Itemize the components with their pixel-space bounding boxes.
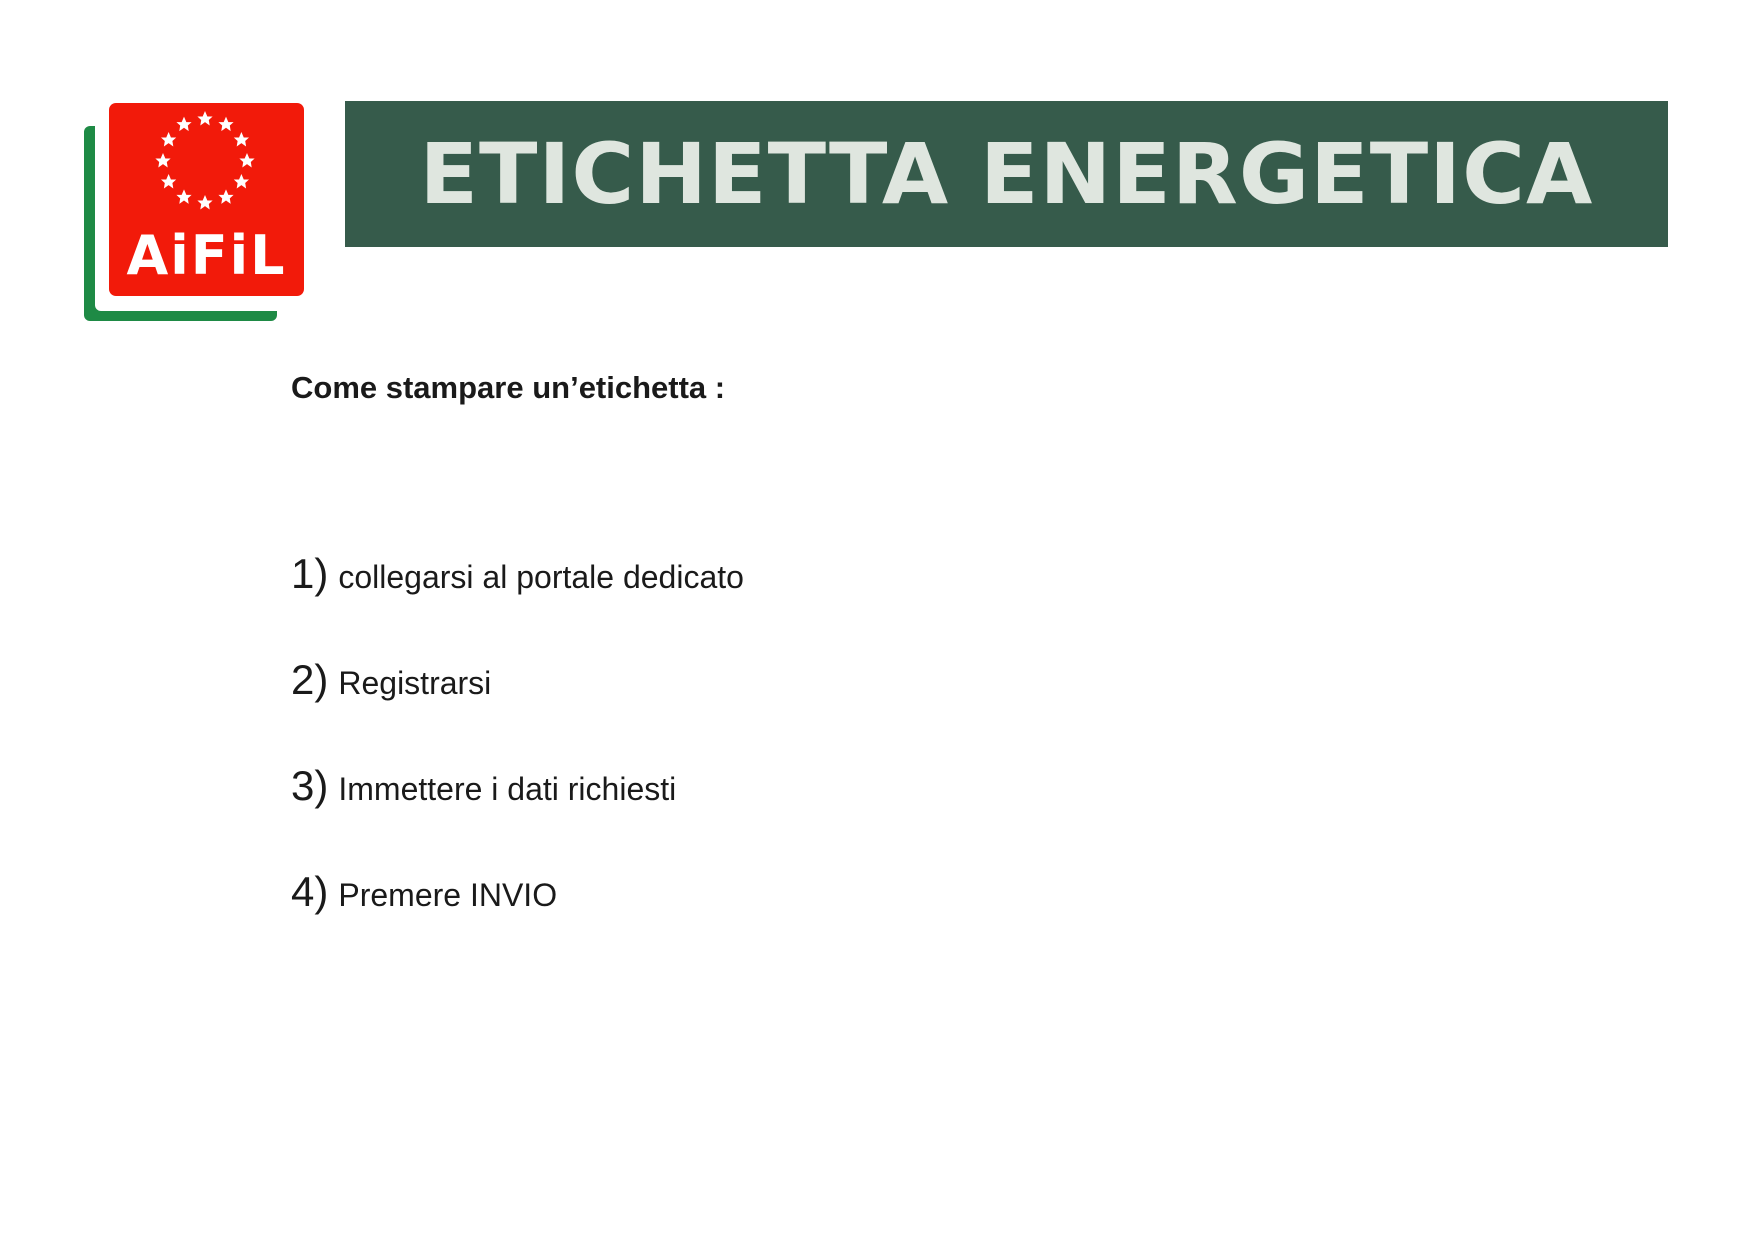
list-item [291,868,744,974]
instructions-section [291,365,1591,915]
step-text: Registrarsi [338,665,492,701]
instructions-heading: Come stampare un’etichetta : [291,370,726,405]
step-number: 3) [291,762,329,809]
banner-title: ETICHETTA ENERGETICA [419,125,1594,223]
step-text: Immettere i dati richiesti [338,771,677,807]
list-item [291,550,744,656]
aifil-logo [84,103,304,321]
logo-wordmark: AiFiL [126,224,287,287]
step-number: 4) [291,868,329,915]
step-number: 2) [291,656,329,703]
step-number: 1) [291,550,329,597]
eu-stars-icon [109,103,304,223]
list-item [291,656,744,762]
logo-red-square [109,103,304,296]
list-item [291,762,744,868]
step-text: Premere INVIO [338,877,558,913]
step-text: collegarsi al portale dedicato [338,559,744,595]
steps-list [291,550,744,974]
title-banner [345,101,1668,247]
